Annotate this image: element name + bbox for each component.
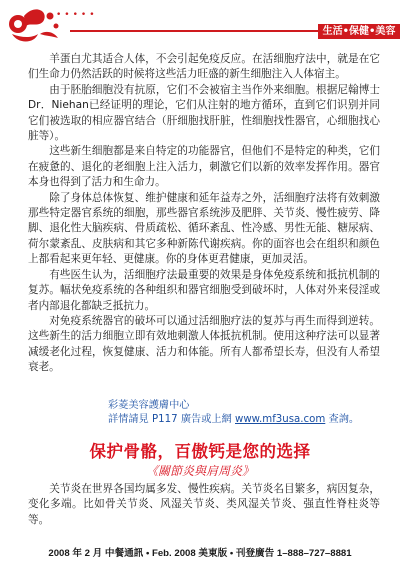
ad-subtitle: 《關節炎與肩周炎》 [145, 464, 254, 478]
ad-contact [108, 399, 368, 427]
page-footer: 2008 年 2 月 中餐通訊 • Feb. 2008 美東版 • 刊登廣告 1–888–727–8881 [48, 548, 352, 559]
ad-headline: 保护骨骼，百傲钙是您的选择 [89, 442, 311, 461]
contact-line [108, 413, 368, 427]
floral-logo-icon [4, 4, 64, 46]
header-rule [70, 30, 332, 32]
ad-body-text: 关节炎在世界各国均属多发、慢性疾病。关节炎名目繁多，病因复杂，变化多端。比如骨关节炎、风湿关节炎、类风湿关节炎、强直性脊柱炎等等。 [28, 483, 380, 526]
article-body [28, 52, 380, 376]
article-paragraph: 这些新生细胞都是来自特定的功能器官，但他们不是特定的种类，它们在疲惫的、退化的老细胞上注入活力，刺激它们以新的效率发挥作用。器官本身也得到了活力和生命力。 [28, 145, 380, 189]
article-paragraph: 羊蛋白尤其适合人体，不会引起免疫反应。在活细胞疗法中，就是在它们生命力仍然活跃的时候将这些活力旺盛的新生细胞注入人体宿主。 [28, 53, 380, 81]
clinic-name: 彩菱美容護膚中心 [108, 400, 190, 411]
ad-body [28, 482, 380, 528]
contact-suffix: 查詢。 [325, 414, 360, 425]
header-dots: ••••• [56, 10, 98, 20]
article-paragraph: 有些医生认为，活细胞疗法最重要的效果是身体免疫系统和抵抗机制的复苏。幅状免疫系统的各种组织和器官细胞受到破坏时，人体对外来侵淫或者内部退化都缺乏抵抗力。 [28, 268, 380, 312]
page-header [0, 0, 400, 52]
article-paragraph: 由于胚胎细胞没有抗原，它们不会被宿主当作外来细胞。根据尼翰博士Dr．Niehan已经证明的理论，它们从注射的地方循环，直到它们识别并同它们被选取的相应器官结合（肝细胞找肝脏，性细胞找性器官，心细胞找心脏等）。 [28, 83, 380, 143]
website-link[interactable]: www.mf3usa.com [235, 414, 326, 425]
article-paragraph: 除了身体总体恢复、维护健康和延年益寿之外，活细胞疗法将有效刺激那些特定器官系统的细胞，那些器官系统涉及肥胖、关节炎、慢性疲劳、降脚、退化性大脑疾病、骨质疏松、循环紊乱、性冷感、男性无能、糖尿病、荷尔蒙紊乱、皮肤病和其它多种新陈代谢疾病。你的面容也会在组织和颜色上都看起来更年轻、更健康。你的身体更君健康，更加灵活。 [28, 191, 380, 266]
contact-prefix: 詳情請見 P117 廣告或上網 [108, 414, 235, 425]
article-paragraph: 对免疫系统器官的破坏可以通过活细胞疗法的复苏与再生而得到逆转。这些新生的活力细胞立即有效地刺激人体抵抗机制。使用这种疗法可以显著减缓老化过程，恢复健康、活力和体能。所有人都希望长寿，但没有人希望衰老。 [28, 314, 380, 374]
section-tag: 生活•保健•美容 [318, 24, 400, 39]
